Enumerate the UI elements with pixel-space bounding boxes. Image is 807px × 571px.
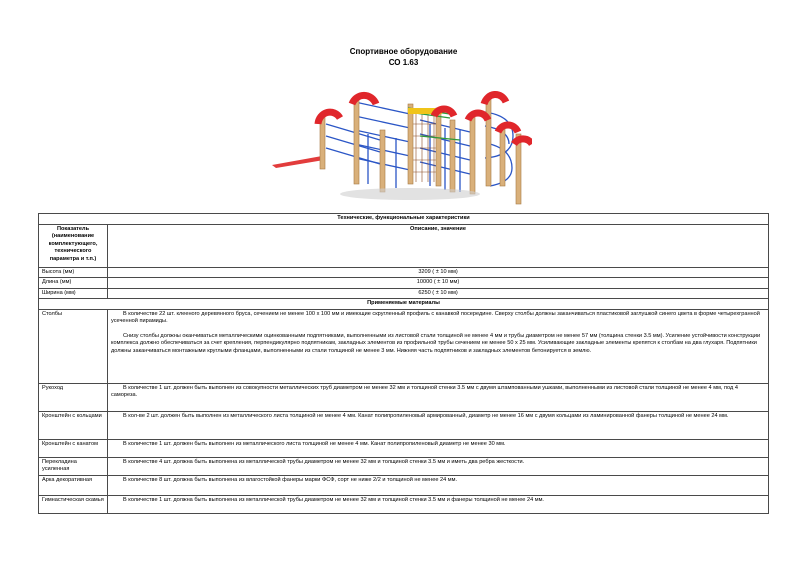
row-label: Длина (мм)	[39, 278, 108, 289]
material-paragraph: В количестве 22 шт. клееного деревянного бруса, сечением не менее 100 х 100 мм и имеющие скругленный профиль с канавкой посередине. Сверху столбы должны заканчиваться пластиковой заглушкой синего цвета в форме четырехгранной усеченной пирамиды.	[111, 310, 760, 325]
material-name: Перекладина усиленная	[39, 457, 108, 475]
equipment-illustration	[270, 74, 532, 214]
table-row	[39, 495, 769, 513]
material-name: Столбы	[39, 309, 108, 383]
section-row	[39, 299, 769, 310]
row-label: Высота (мм)	[39, 267, 108, 278]
row-label: Ширина (мм)	[39, 288, 108, 299]
material-paragraph: В количестве 8 шт. должна быть выполнена из влагостойкой фанеры марки ФСФ, сорт не ниже 2/2 и толщиной не менее 24 мм.	[123, 476, 458, 483]
row-value: 10000 ( ± 10 мм)	[108, 278, 769, 289]
table-row	[39, 383, 769, 411]
material-description	[108, 411, 769, 439]
section-title-materials: Применяемые материалы	[39, 299, 769, 310]
material-paragraph: В количестве 1 шт. должен быть выполнен из совокупности металлических труб диаметром не менее 32 мм и толщиной стенки 3.5 мм с двумя штампованными ушками, выполненными из листовой стали толщиной не менее 4 мм, под 4 самореза.	[111, 384, 738, 399]
material-description	[108, 495, 769, 513]
material-description	[108, 475, 769, 495]
spec-table	[38, 213, 769, 514]
material-name: Кронштейн с кольцами	[39, 411, 108, 439]
material-name: Гимнастическая скамья	[39, 495, 108, 513]
material-name: Рукоход	[39, 383, 108, 411]
material-description	[108, 439, 769, 457]
material-paragraph: В количестве 1 шт. должен быть выполнен из металлического листа толщиной не менее 4 мм. Канат полипропиленовый диаметр не менее 30 мм.	[123, 440, 506, 447]
material-description	[108, 457, 769, 475]
table-row	[39, 278, 769, 289]
material-paragraph: В кол-ве 2 шт. должен быть выполнен из металлического листа толщиной не менее 4 мм. Канат полипропиленовый армированный, диаметр не менее 16 мм с двумя кольцами из ламинированной фанеры толщиной не менее 24 мм.	[123, 412, 729, 419]
table-row	[39, 267, 769, 278]
document-subtitle: СО 1.63	[388, 58, 419, 67]
section-row	[39, 214, 769, 225]
table-row	[39, 439, 769, 457]
slide-icon	[272, 156, 324, 168]
material-paragraph: В количестве 1 шт. должна быть выполнена из металлической трубы диаметром не менее 32 мм и толщиной стенки 3.5 мм и фанеры толщиной не менее 24 мм.	[123, 496, 544, 503]
material-paragraph: Снизу столбы должны оканчиваться металлическими оцинкованными подпятниками, выполненными из листовой стали толщиной не менее 4 мм и трубы диаметром не менее 57 мм (толщина стенки 3.5 мм). Усиление устойчивости конструкции комплекса должно обеспечиваться за счет крепления, перпендикулярно подпятникам, закладных элементов из профильной трубы сечением не менее 50 х 25 мм. Усиливающие закладные элементы крепятся к столбам на два глухаря. Подпятники должны заканчиваться монтажными круглыми фланцами, выполненными из стали толщиной не менее 3 мм. Нижняя часть подпятников и закладных элементов бетонируется в землю.	[111, 332, 761, 354]
material-name: Кронштейн с канатом	[39, 439, 108, 457]
table-row	[39, 411, 769, 439]
table-row	[39, 309, 769, 383]
material-description	[108, 309, 769, 383]
table-row	[39, 475, 769, 495]
table-header-row	[39, 224, 769, 267]
document-title: Спортивное оборудование	[349, 47, 458, 56]
table-row	[39, 457, 769, 475]
row-value: 3209 ( ± 10 мм)	[108, 267, 769, 278]
material-paragraph: В количестве 4 шт. должна быть выполнена из металлической трубы диаметром не менее 32 мм и толщиной стенки 3.5 мм и иметь два ребра жесткости.	[123, 458, 525, 465]
header-indicator: Показатель (наименование комплектующего, технического параметра и т.п.)	[39, 224, 108, 267]
material-name: Арка декоративная	[39, 475, 108, 495]
material-description	[108, 383, 769, 411]
header-description: Описание, значение	[108, 224, 769, 267]
section-title-specs: Технические, функциональные характеристики	[39, 214, 769, 225]
row-value: 6250 ( ± 10 мм)	[108, 288, 769, 299]
table-row	[39, 288, 769, 299]
